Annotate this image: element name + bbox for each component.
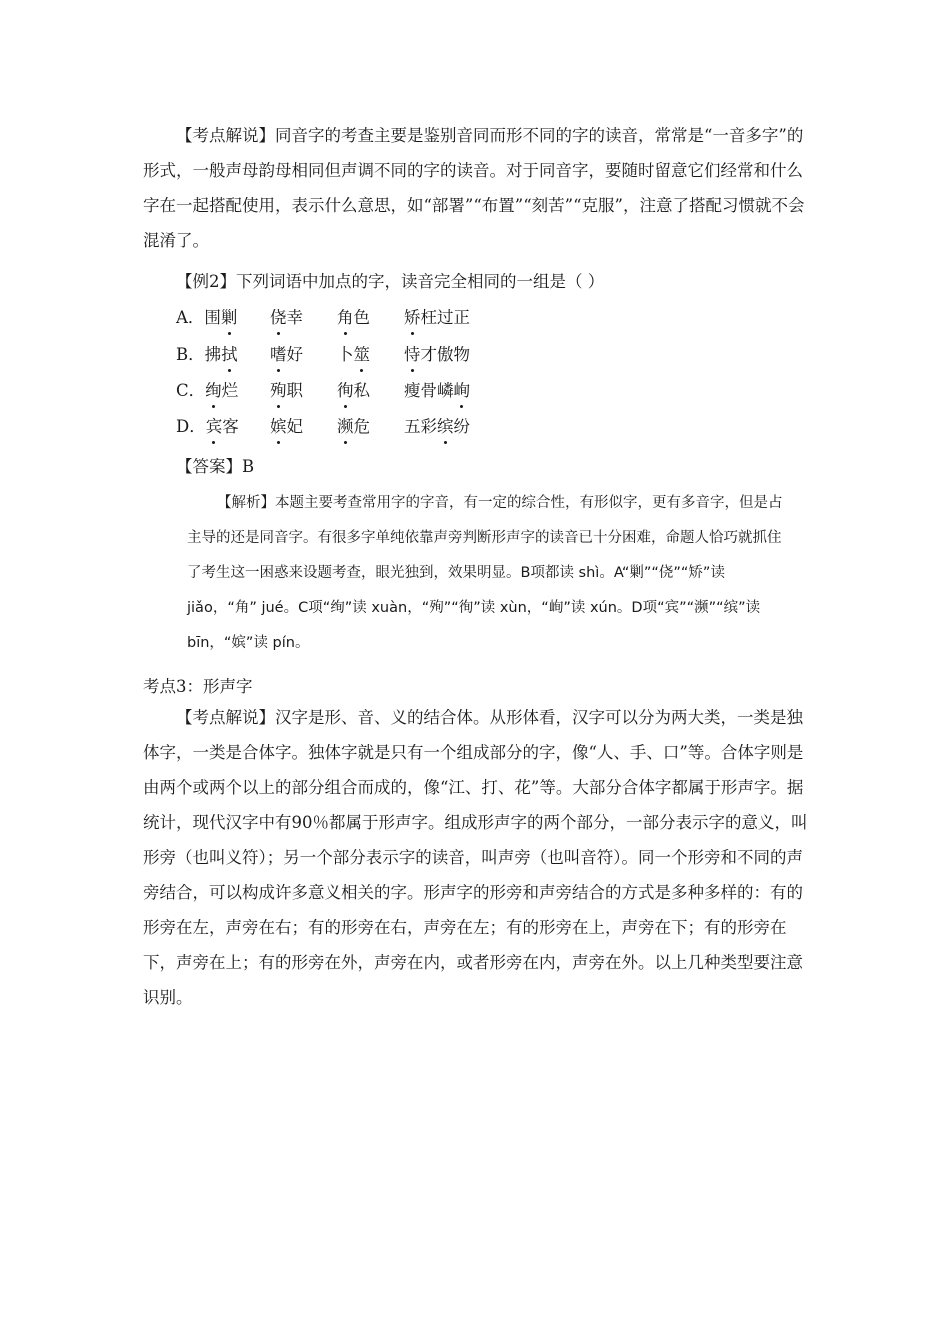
section3-title: 考点3：形声字: [143, 677, 253, 696]
option-d: D．宾客: [176, 413, 239, 437]
option-d-word4: 五彩缤纷: [404, 413, 470, 437]
option-a: A．围剿: [176, 304, 237, 328]
dotted-char: 殉: [270, 377, 287, 401]
dotted-char: 宾: [206, 413, 223, 437]
option-a-word4: 矫枉过正: [404, 304, 470, 328]
dotted-char: 拭: [221, 341, 238, 365]
dotted-char: 角: [337, 304, 354, 328]
section2-explanation: 【考点解说】同音字的考查主要是鉴别音同而形不同的字的读音，常常是“一音多字”的形式，一般声母韵母相同但声调不同的字的读音。对于同音字，要随时留意它们经常和什么字在一起搭配使用，表示什么意思，如“部署”“布置”“刻苦”“克服”，注意了搭配习惯就不会混淆了。: [143, 126, 805, 250]
option-d-word3: 濒危: [337, 413, 370, 437]
option-c: C．绚烂: [176, 377, 238, 401]
option-c-word2: 殉职: [270, 377, 303, 401]
section3-explanation: 【考点解说】汉字是形、音、义的结合体。从形体看，汉字可以分为两大类，一类是独体字，一类是合体字。独体字就是只有一个组成部分的字，像“人、手、口”等。合体字则是由两个或两个以上的部分组合而成的，像“江、打、花”等。大部分合体字都属于形声字。据统计，现代汉字中有90％都属于形声字。组成形声字的两个部分，一部分表示字的意义，叫形旁（也叫义符）；另一个部分表示字的读音，叫声旁（也叫音符）。同一个形旁和不同的声旁结合，可以构成许多意义相关的字。形声字的形旁和声旁结合的方式是多种多样的：有的形旁在左，声旁在右；有的形旁在右，声旁在左；有的形旁在上，声旁在下；有的形旁在下，声旁在上；有的形旁在外，声旁在内，或者形旁在内，声旁在外。以上几种类型要注意识别。: [143, 708, 808, 1007]
option-c-word3: 徇私: [337, 377, 370, 401]
dotted-char: 嫔: [270, 413, 287, 437]
dotted-char: 侥: [270, 304, 287, 328]
dotted-char: 徇: [337, 377, 354, 401]
dotted-char: 剿: [221, 304, 238, 328]
dotted-char: 缤: [437, 413, 454, 437]
option-b-word4: 恃才傲物: [404, 341, 470, 365]
example2-answer: 【答案】B: [176, 457, 255, 476]
dotted-char: 濒: [337, 413, 354, 437]
option-b-word3: 卜筮: [337, 341, 370, 365]
dotted-char: 恃: [404, 341, 421, 365]
dotted-char: 嗜: [270, 341, 287, 365]
dotted-char: 绚: [205, 377, 222, 401]
option-a-word3: 角色: [337, 304, 370, 328]
option-b-word2: 嗜好: [270, 341, 303, 365]
dotted-char: 筮: [354, 341, 371, 365]
option-c-word4: 瘦骨嶙峋: [404, 377, 470, 401]
example2-analysis: 【解析】本题主要考查常用字的字音，有一定的综合性，有形似字，更有多音字，但是占主导的还是同音字。有很多字单纯依靠声旁判断形声字的读音已十分困难，命题人恰巧就抓住了考生这一困惑来设题考查，眼光独到，效果明显。B项都读 shì。A“剿”“侥”“矫”读 jiǎo，“角” jué。C项“绚”读 xuàn，“殉”“徇”读 xùn，“峋”读 xún。D项“宾”“濒”“缤”读 bīn，“嫔”读 pín。: [187, 495, 783, 651]
option-d-word2: 嫔妃: [270, 413, 303, 437]
dotted-char: 峋: [454, 377, 471, 401]
example2-question: 【例2】下列词语中加点的字，读音完全相同的一组是（ ）: [176, 272, 605, 291]
dotted-char: 矫: [404, 304, 421, 328]
option-b: B．拂拭: [176, 341, 238, 365]
option-a-word2: 侥幸: [270, 304, 303, 328]
